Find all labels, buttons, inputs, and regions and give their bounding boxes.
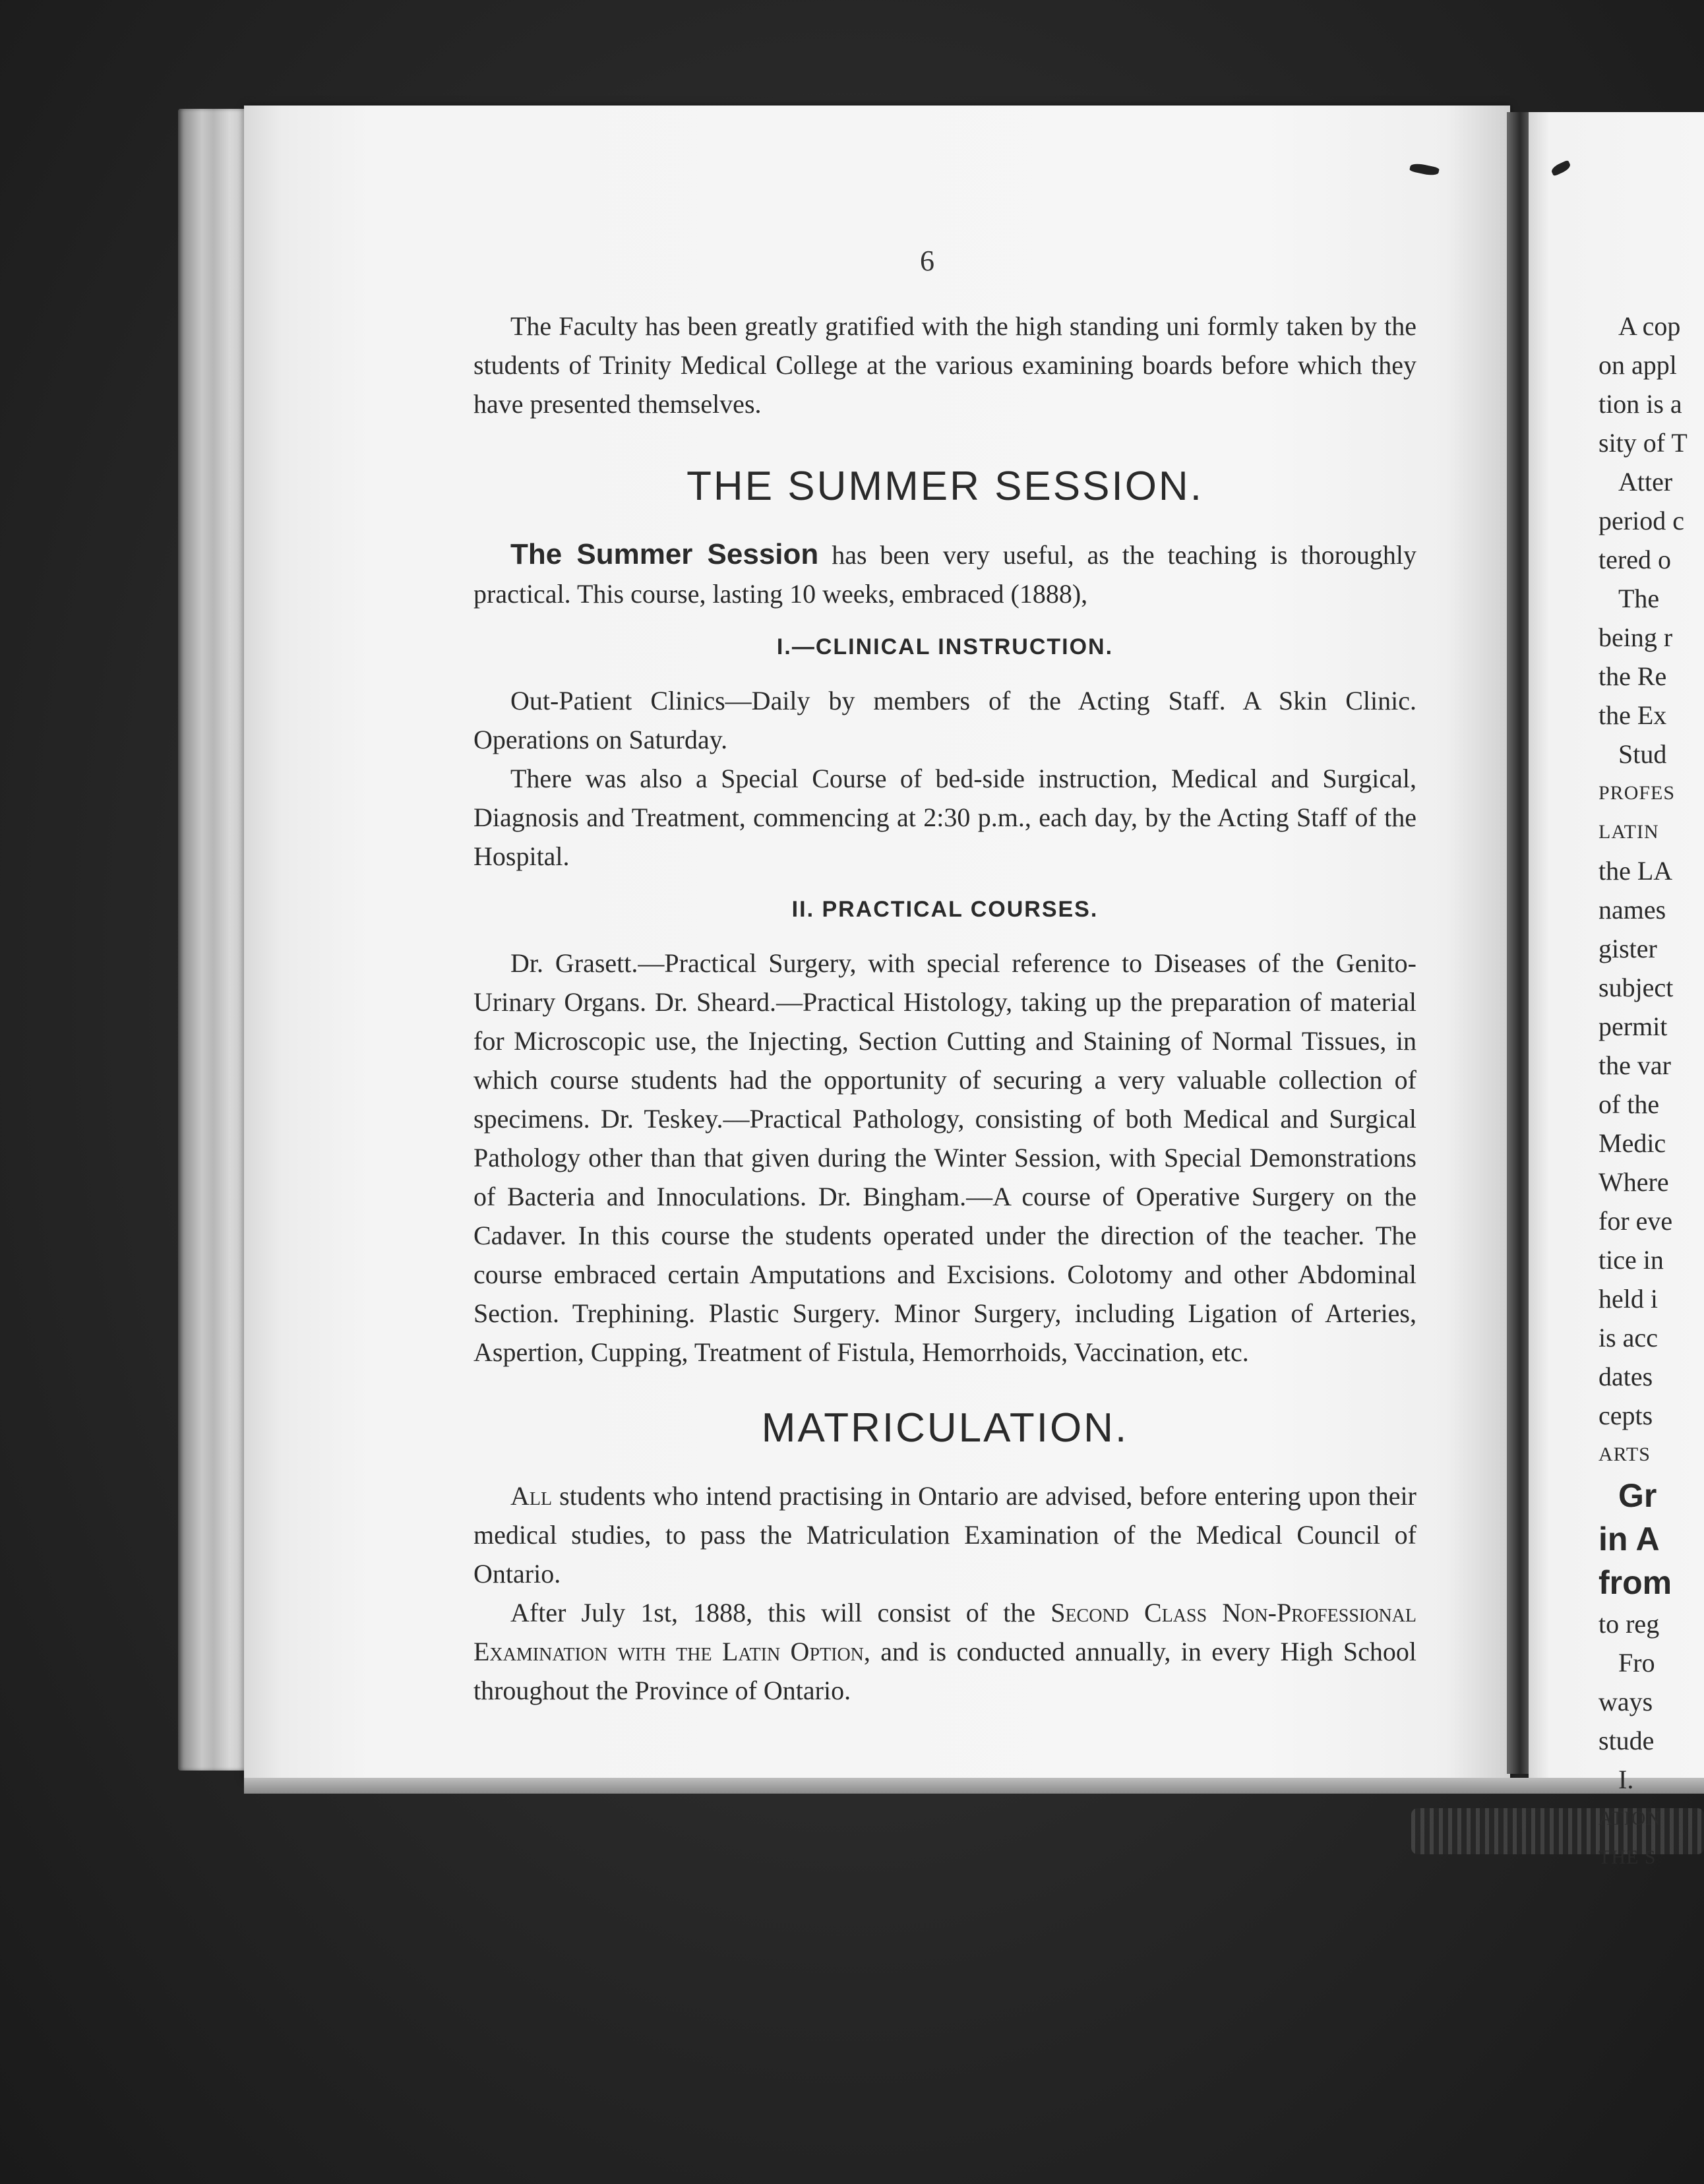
right-line: held i [1598,1284,1658,1314]
matriculation-text-2a: After July 1st, 1888, this will consist of the [510,1598,1051,1627]
matriculation-lead: All [510,1481,553,1511]
right-line: of the [1598,1089,1660,1119]
right-line: Atter [1618,467,1673,497]
clinical-paragraph-2: There was also a Special Course of bed-side instruction, Medical and Surgical, Diagnosis and Treatment, commencing at 2:30 p.m., each day, by the Acting Staff of the Hospital. [473,764,1416,871]
matriculation-heading: MATRICULATION. [761,1405,1129,1451]
right-line: the Ex [1598,700,1667,730]
practical-paragraph: Dr. Grasett.—Practical Surgery, with special reference to Diseases of the Genito-Urinary Organs. Dr. Sheard.—Practical Histology, taking up the preparation of material for Microscopic use, the Injecting, Section Cutting and Staining of Normal Tissues, in which course students had the opportunity of securing a very valuable collection of specimens. Dr. Teskey.—Practical Pathology, consisting of both Medical and Surgical Pathology other than that given during the Winter Session, with Special Demonstrations of Bacteria and Innoculations. Dr. Bingham.—A course of Operative Surgery on the Cadaver. In this course the students operated under the direction of the teacher. The course embraced certain Amputations and Excisions. Colotomy and other Abdominal Section. Trephining. Plastic Surgery. Minor Surgery, including Ligation of Arteries, Aspertion, Cupping, Treatment of Fistula, Hemorrhoids, Vaccination, etc. [473,948,1416,1367]
summer-session-heading: THE SUMMER SESSION. [686,464,1203,509]
intro-paragraph: The Faculty has been greatly gratified with the high standing uni formly taken by the students of Trinity Medical College at the various examining boards before which they have presented themselves. [473,311,1416,419]
right-line: Where [1598,1167,1669,1197]
right-line: the Re [1598,661,1667,691]
clinical-instruction-heading: I.—CLINICAL INSTRUCTION. [776,634,1114,659]
right-line: Medic [1598,1128,1666,1158]
right-line: THE S [1598,1846,1657,1868]
right-line: subject [1598,973,1674,1002]
right-line: from [1598,1564,1672,1601]
right-line: in A [1598,1521,1660,1558]
clinical-paragraph-1: Out-Patient Clinics—Daily by members of the Acting Staff. A Skin Clinic. Operations on Saturday. [473,686,1416,754]
left-page-text [473,234,1416,1710]
right-line: LATIN [1598,821,1659,843]
right-line: the LA [1598,856,1673,886]
page-number: 6 [920,245,934,277]
summer-session-text: has been very useful, as the teaching is thoroughly practical. This course, lasting 10 weeks, embraced (1888), [473,540,1416,609]
right-line: Gr [1618,1477,1657,1514]
right-line: tered o [1598,545,1671,574]
right-line: tice in [1598,1245,1664,1275]
right-line: The [1618,584,1660,613]
right-line: is acc [1598,1323,1658,1352]
right-line: on appl [1598,350,1677,380]
right-line: permit [1598,1012,1668,1041]
book-bottom-edges [244,1778,1704,1794]
summer-session-paragraph [473,535,1416,613]
right-line: gister [1598,934,1657,963]
right-line: I. [1618,1765,1634,1794]
right-line: stude [1598,1726,1655,1755]
right-line: to reg [1598,1609,1660,1639]
matriculation-paragraph-2 [473,1593,1416,1710]
right-page-text [1598,307,1704,1877]
right-line: PROFES [1598,782,1676,804]
matriculation-text-2b: , and is conducted annually, in every High School throughout the Province of Ontario. [473,1637,1416,1705]
right-line: ways [1598,1687,1653,1716]
matriculation-paragraph-1 [473,1476,1416,1593]
right-line: sity of T [1598,428,1688,458]
right-line: being r [1598,622,1673,652]
right-line: ATION [1598,1807,1661,1829]
right-line: for eve [1598,1206,1673,1236]
right-line: the var [1598,1050,1671,1080]
summer-session-lead: The Summer Session [510,538,819,570]
right-line: period c [1598,506,1684,535]
right-line: names [1598,895,1666,925]
right-line: tion is a [1598,389,1682,419]
exam-name: Second Class Non-Professional Examination with the Latin Option [473,1598,1416,1666]
right-line: Stud [1618,739,1667,769]
right-line: A cop [1618,311,1681,341]
right-line: dates [1598,1362,1653,1391]
matriculation-text-1: students who intend practising in Ontario are advised, before entering upon their medical studies, to pass the Matriculation Examination of the Medical Council of Ontario. [473,1481,1416,1589]
right-line: cepts [1598,1401,1653,1430]
right-line: ARTS [1598,1443,1651,1465]
practical-courses-heading: II. PRACTICAL COURSES. [791,897,1099,922]
right-line: Fro [1618,1648,1655,1678]
